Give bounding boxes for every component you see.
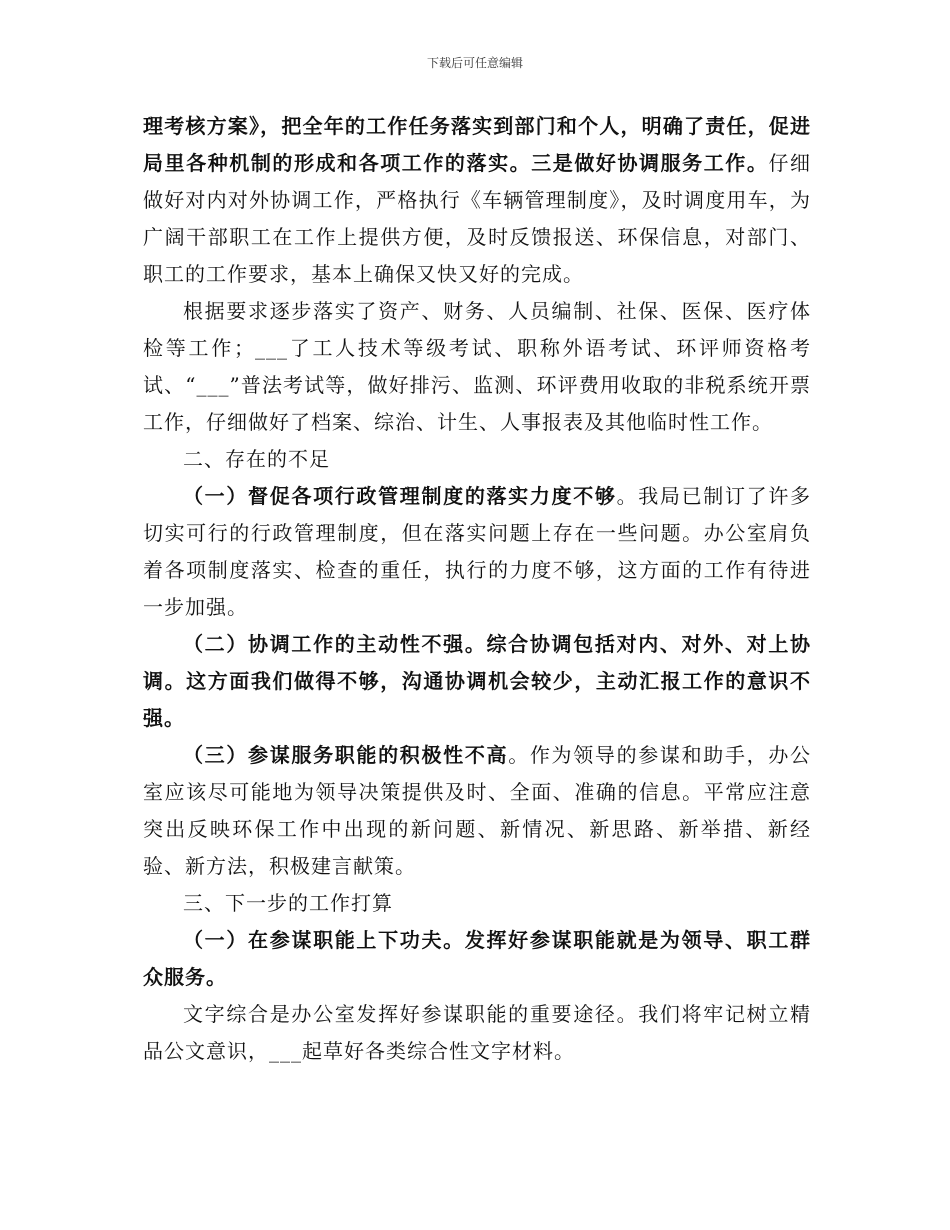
shortcoming-3 bbox=[143, 737, 811, 885]
paragraph-1 bbox=[143, 108, 811, 293]
document-body bbox=[143, 108, 811, 1070]
shortcoming-1-text: 。我局已制订了许多切实可行的行政管理制度，但在落实问题上存在一些问题。办公室肩负着各项制度落实、检查的重任，执行的力度不够，这方面的工作有待进一步加强。 bbox=[143, 484, 812, 619]
plan-1-title: （一）在参谋职能上下功夫。发挥好参谋职能就是为领导、职工群众服务。 bbox=[143, 928, 811, 989]
section-heading-2: 二、存在的不足 bbox=[183, 447, 330, 471]
paragraph-2: 根据要求逐步落实了资产、财务、人员编制、社保、医保、医疗体检等工作；___了工人技术等级考试、职称外语考试、环评师资格考试、“___”普法考试等，做好排污、监测、环评费用收取的非税系统开票工作，仔细做好了档案、综治、计生、人事报表及其他临时性工作。 bbox=[143, 299, 811, 434]
plan-1-text: 文字综合是办公室发挥好参谋职能的重要途径。我们将牢记树立精品公文意识，___起草好各类综合性文字材料。 bbox=[143, 1002, 811, 1063]
page-header: 下载后可任意编辑 bbox=[426, 56, 523, 70]
paragraph-1-text: 仔细做好对内对外协调工作，严格执行《车辆管理制度》，及时调度用车，为广阔干部职工在工作上提供方便，及时反馈报送、环保信息，对部门、职工的工作要求，基本上确保又快又好的完成。 bbox=[143, 151, 812, 286]
section-heading-3: 三、下一步的工作打算 bbox=[183, 891, 393, 915]
shortcoming-3-title: （三）参谋服务职能的积极性不高 bbox=[183, 743, 509, 767]
shortcoming-2: （二）协调工作的主动性不强。综合协调包括对内、对外、对上协调。这方面我们做得不够，沟通协调机会较少，主动汇报工作的意识不强。 bbox=[143, 632, 811, 730]
shortcoming-1 bbox=[143, 478, 811, 626]
shortcoming-3-text: 。作为领导的参谋和助手，办公室应该尽可能地为领导决策提供及时、全面、准确的信息。平常应注意突出反映环保工作中出现的新问题、新情况、新思路、新举措、新经验、新方法，积极建言献策。 bbox=[143, 743, 812, 878]
shortcoming-1-title: （一）督促各项行政管理制度的落实力度不够 bbox=[183, 484, 617, 508]
paragraph-1-bold: 理考核方案》，把全年的工作任务落实到部门和个人，明确了责任，促进局里各种机制的形成和各项工作的落实。三是做好协调服务工作。 bbox=[143, 114, 811, 175]
